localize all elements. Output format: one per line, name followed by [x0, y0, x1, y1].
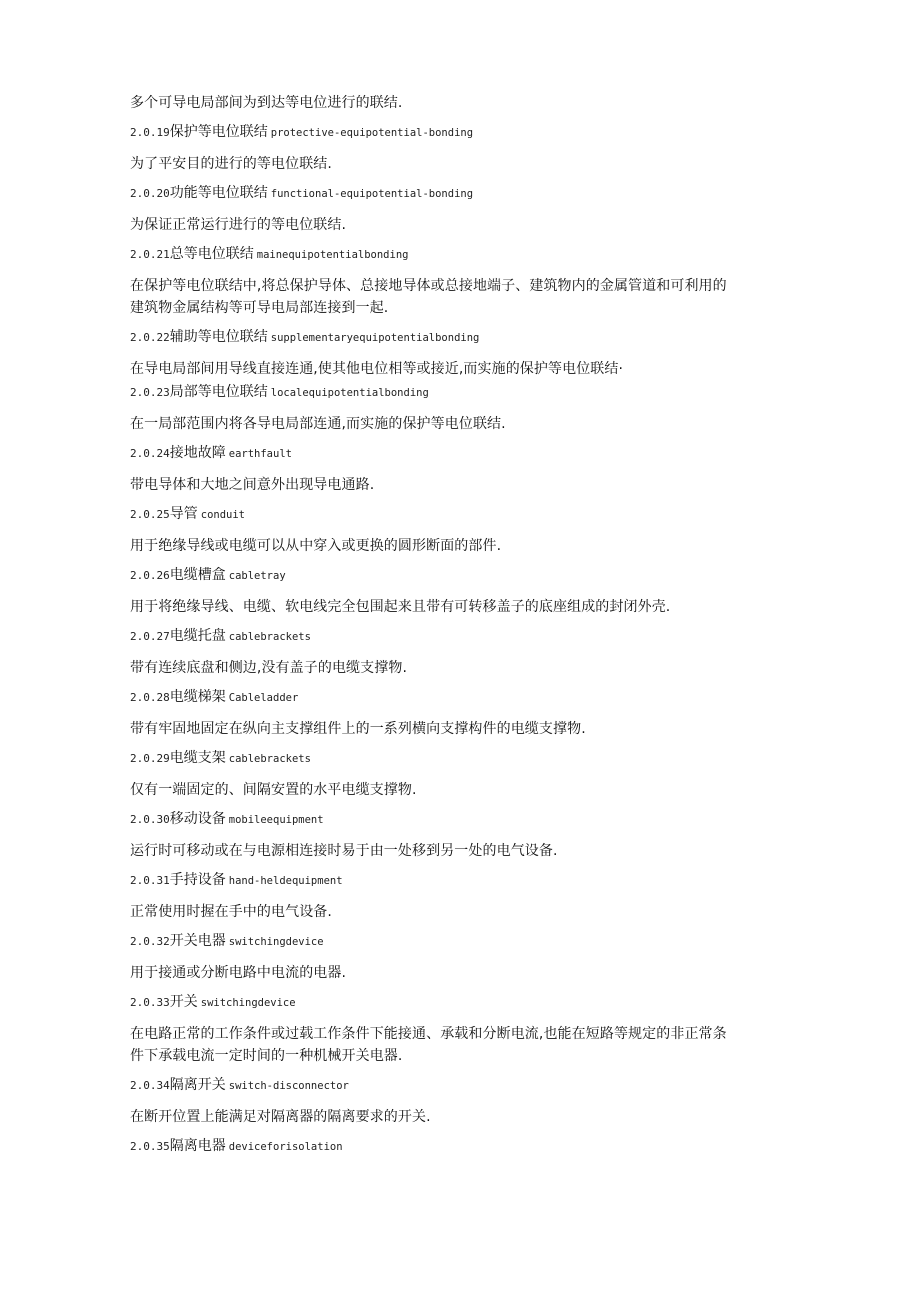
- term-heading: [130, 1075, 790, 1096]
- term-chinese: 导管: [169, 506, 198, 522]
- term-number: 2.0.32: [130, 935, 170, 948]
- term-number: 2.0.26: [130, 569, 170, 582]
- term-english: mainequipotentialbonding: [256, 249, 409, 261]
- term-definition: 在一局部范围内将各导电局部连通,而实施的保护等电位联结.: [130, 416, 506, 432]
- term-number: 2.0.31: [130, 874, 170, 887]
- term-definition: 带电导体和大地之间意外出现导电通路.: [130, 477, 375, 493]
- term-heading: [130, 244, 790, 265]
- term-definition-line: 建筑物金属结构等可导电局部连接到一起.: [130, 300, 389, 316]
- term-definition: 带有牢固地固定在纵向主支撑组件上的一系列横向支撑构件的电缆支撑物.: [130, 721, 586, 737]
- term-definition: 用于将绝缘导线、电缆、软电线完全包围起来且带有可转移盖子的底座组成的封闭外壳.: [130, 599, 671, 615]
- intro-definition: 多个可导电局部间为到达等电位进行的联结.: [130, 95, 403, 111]
- term-chinese: 总等电位联结: [169, 246, 254, 262]
- term-heading: [130, 183, 790, 204]
- term-definition-line: 在保护等电位联结中,将总保护导体、总接地导体或总接地端子、建筑物内的金属管道和可利用的: [130, 278, 727, 294]
- term-number: 2.0.19: [130, 126, 170, 139]
- term-heading: [130, 1136, 790, 1157]
- term-chinese: 保护等电位联结: [169, 124, 268, 140]
- term-heading: [130, 626, 790, 647]
- term-english: cabletray: [228, 570, 286, 582]
- term-english: functional-equipotential-bonding: [270, 188, 474, 200]
- term-heading: [130, 504, 790, 525]
- term-definition-line: 在电路正常的工作条件或过载工作条件下能接通、承载和分断电流,也能在短路等规定的非正常条: [130, 1026, 727, 1042]
- term-english: switch-disconnector: [228, 1080, 349, 1092]
- term-heading: [130, 992, 790, 1013]
- term-number: 2.0.33: [130, 996, 170, 1009]
- term-number: 2.0.29: [130, 752, 170, 765]
- term-chinese: 移动设备: [169, 811, 226, 827]
- document-content: [130, 92, 790, 1157]
- term-chinese: 局部等电位联结: [169, 384, 268, 400]
- term-english: hand-heldequipment: [228, 875, 343, 887]
- term-heading: [130, 748, 790, 769]
- term-number: 2.0.34: [130, 1079, 170, 1092]
- term-chinese: 开关电器: [169, 933, 226, 949]
- term-english: cablebrackets: [228, 753, 311, 765]
- term-definition: 为保证正常运行进行的等电位联结.: [130, 217, 347, 233]
- term-english: switchingdevice: [200, 997, 296, 1009]
- term-number: 2.0.30: [130, 813, 170, 826]
- term-chinese: 电缆槽盒: [169, 567, 226, 583]
- term-heading: [130, 382, 790, 403]
- term-definition: 正常使用时握在手中的电气设备.: [130, 904, 332, 920]
- term-english: cablebrackets: [228, 631, 311, 643]
- term-english: earthfault: [228, 448, 292, 460]
- term-heading: [130, 809, 790, 830]
- term-chinese: 接地故障: [169, 445, 226, 461]
- term-heading: [130, 931, 790, 952]
- term-definition: 为了平安目的进行的等电位联结.: [130, 156, 332, 172]
- term-number: 2.0.25: [130, 508, 170, 521]
- term-chinese: 电缆支架: [169, 750, 226, 766]
- term-english: conduit: [200, 509, 246, 521]
- term-number: 2.0.35: [130, 1140, 170, 1153]
- term-chinese: 开关: [169, 994, 198, 1010]
- term-heading: [130, 122, 790, 143]
- term-number: 2.0.28: [130, 691, 170, 704]
- term-heading: [130, 443, 790, 464]
- term-english: mobileequipment: [228, 814, 324, 826]
- term-heading: [130, 687, 790, 708]
- term-definition: 在导电局部间用导线直接连通,使其他电位相等或接近,而实施的保护等电位联结·: [130, 361, 624, 377]
- term-definition: 在断开位置上能满足对隔离器的隔离要求的开关.: [130, 1109, 431, 1125]
- term-number: 2.0.22: [130, 331, 170, 344]
- term-chinese: 辅助等电位联结: [169, 329, 268, 345]
- term-chinese: 电缆梯架: [169, 689, 226, 705]
- term-english: switchingdevice: [228, 936, 324, 948]
- term-definition: 仅有一端固定的、间隔安置的水平电缆支撑物.: [130, 782, 417, 798]
- term-definition-line: 件下承载电流一定时间的一种机械开关电器.: [130, 1048, 403, 1064]
- term-chinese: 手持设备: [169, 872, 226, 888]
- term-heading: [130, 870, 790, 891]
- term-definition: 用于接通或分断电路中电流的电器.: [130, 965, 347, 981]
- term-definition: 用于绝缘导线或电缆可以从中穿入或更换的圆形断面的部件.: [130, 538, 502, 554]
- term-heading: [130, 565, 790, 586]
- term-definition: 运行时可移动或在与电源相连接时易于由一处移到另一处的电气设备.: [130, 843, 558, 859]
- term-chinese: 隔离电器: [169, 1138, 226, 1154]
- term-heading: [130, 327, 790, 348]
- term-english: localequipotentialbonding: [270, 387, 429, 399]
- term-chinese: 电缆托盘: [169, 628, 226, 644]
- term-english: Cableladder: [228, 692, 299, 704]
- term-english: supplementaryequipotentialbonding: [270, 332, 480, 344]
- term-number: 2.0.27: [130, 630, 170, 643]
- term-chinese: 功能等电位联结: [169, 185, 268, 201]
- term-number: 2.0.20: [130, 187, 170, 200]
- term-definition: 带有连续底盘和侧边,没有盖子的电缆支撑物.: [130, 660, 407, 676]
- term-number: 2.0.21: [130, 248, 170, 261]
- term-english: deviceforisolation: [228, 1141, 343, 1153]
- term-chinese: 隔离开关: [169, 1077, 226, 1093]
- term-number: 2.0.23: [130, 386, 170, 399]
- term-english: protective-equipotential-bonding: [270, 127, 474, 139]
- term-number: 2.0.24: [130, 447, 170, 460]
